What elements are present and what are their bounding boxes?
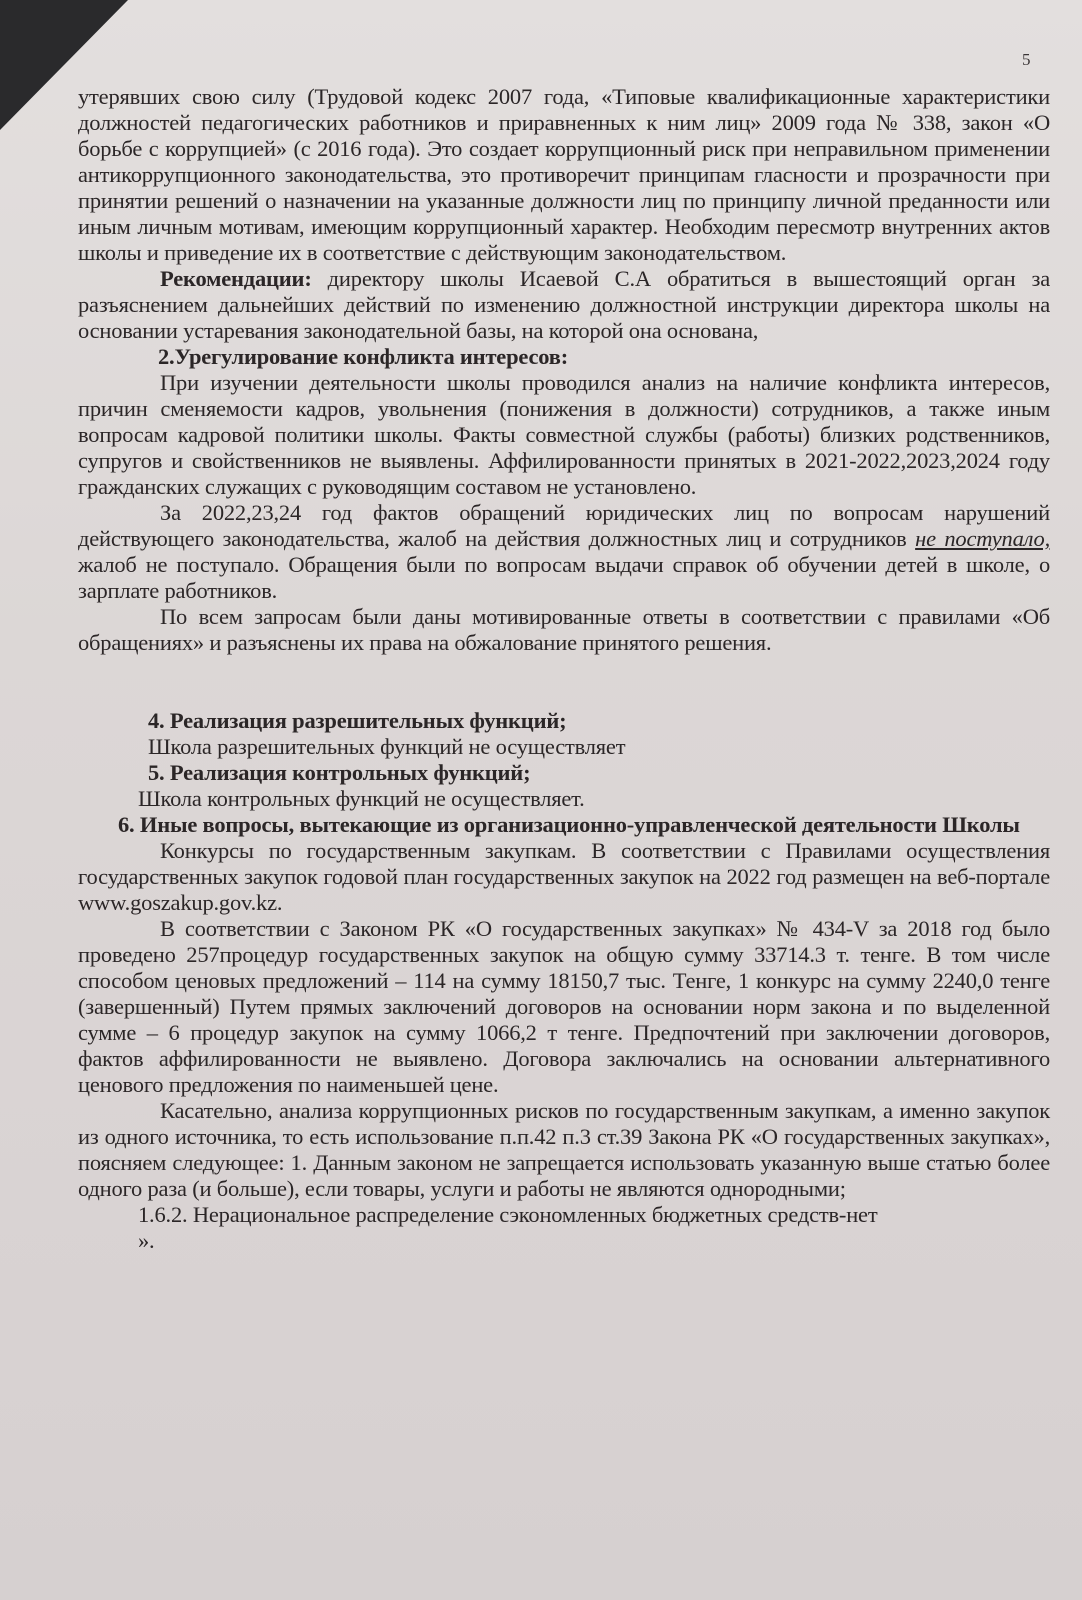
paragraph-corruption-risk: Касательно, анализа коррупционных рисков по государственным закупкам, а именно закупок из одного источника, то есть использование п.п.42 п.3 ст.39 Закона РК «О государственных закупках», поясняем следующее: 1. Данным законом не запрещается использовать указанную выше статью более одного раза (и больше), если товары, услуги и работы не являются однородными; [78,1098,1050,1201]
paragraph-procurement-stats: В соответствии с Законом РК «О государственных закупках» № 434-V за 2018 год было проведено 257процедур государственных закупок на общую сумму 33714.3 т. тенге. В том числе способом ценовых предложений – 114 на сумму 18150,7 тыс. Тенге, 1 конкурс на сумму 2240,0 тенге (завершенный) Путем прямых заключений договоров на основании норм закона и по выделенной сумме – 6 процедур закупок на сумму 1066,2 т тенге. Предпочтений при заключении договоров, фактов аффилированности не выявлено. Договора заключались на основании альтернативного ценового предложения по наименьшей цене. [78,916,1050,1097]
heading-permit-functions: 4. Реализация разрешительных функций; [148,708,567,733]
paragraph-appeals [78,500,1050,604]
paragraph-procurement-plan: Конкурсы по государственным закупкам. В соответствии с Правилами осуществления государственных закупок годовой план государственных закупок на 2022 год размещен на веб-портале www.goszakup.gov.kz. [78,838,1050,915]
paragraph-legal-basis: утерявших свою силу (Трудовой кодекс 2007 года, «Типовые квалификационные характеристики должностей педагогических работников и приравненных к ним лиц» 2009 года № 338, закон «О борьбе с коррупцией» (с 2016 года). Это создает коррупционный риск при неправильном применении антикоррупционного законодательства, это противоречит принципам гласности и прозрачности при принятии решений о назначении на указанные должности лиц по принципу личной преданности или иным личным мотивам, имеющим коррупционный характер. Необходим пересмотр внутренних актов школы и приведение их в соответствие с действующим законодательством. [78,84,1050,265]
background-corner [0,0,128,130]
recommendations-label: Рекомендации: [160,266,312,291]
paragraph-budget-savings: 1.6.2. Нерациональное распределение сэкономленных бюджетных средств-нет [138,1202,878,1227]
appeals-text-a: За 2022,23,24 год фактов обращений юридических лиц по вопросам нарушений действующего законодательства, жалоб на действия должностных лиц и сотрудников [78,500,1050,551]
appeals-corrected-text: не поступало, [915,526,1050,551]
closing-quote: ». [138,1228,155,1253]
document-body [78,84,1050,1254]
paragraph-control-functions: Школа контрольных функций не осуществляет. [138,786,585,811]
heading-control-functions: 5. Реализация контрольных функций; [148,760,531,785]
recommendations-text: директору школы Исаевой С.А обратиться в вышестоящий орган за разъяснением дальнейших действий по изменению должностной инструкции директора школы на основании устаревания законодательной базы, на которой она основана, [78,266,1050,343]
appeals-text-b: жалоб не поступало. Обращения были по вопросам выдачи справок об обучении детей в школе, о зарплате работников. [78,552,1050,603]
spacer [78,656,1050,682]
heading-other-issues: 6. Иные вопросы, вытекающие из организационно-управленческой деятельности Школы [118,812,1020,837]
spacer [78,682,1050,708]
paragraph-responses: По всем запросам были даны мотивированные ответы в соответствии с правилами «Об обращениях» и разъяснены их права на обжалование принятого решения. [78,604,1050,655]
paragraph-permit-functions: Школа разрешительных функций не осуществляет [148,734,626,759]
page-number: 5 [1022,50,1031,69]
paragraph-conflict-analysis: При изучении деятельности школы проводился анализ на наличие конфликта интересов, причин сменяемости кадров, увольнения (понижения в должности) сотрудников, а также иным вопросам кадровой политики школы. Факты совместной службы (работы) близких родственников, супругов и свойственников не выявлены. Аффилированности принятых в 2021-2022,2023,2024 году гражданских служащих с руководящим составом не установлено. [78,370,1050,499]
heading-conflict-of-interest: 2.Урегулирование конфликта интересов: [158,344,568,369]
paragraph-recommendations [78,266,1050,344]
